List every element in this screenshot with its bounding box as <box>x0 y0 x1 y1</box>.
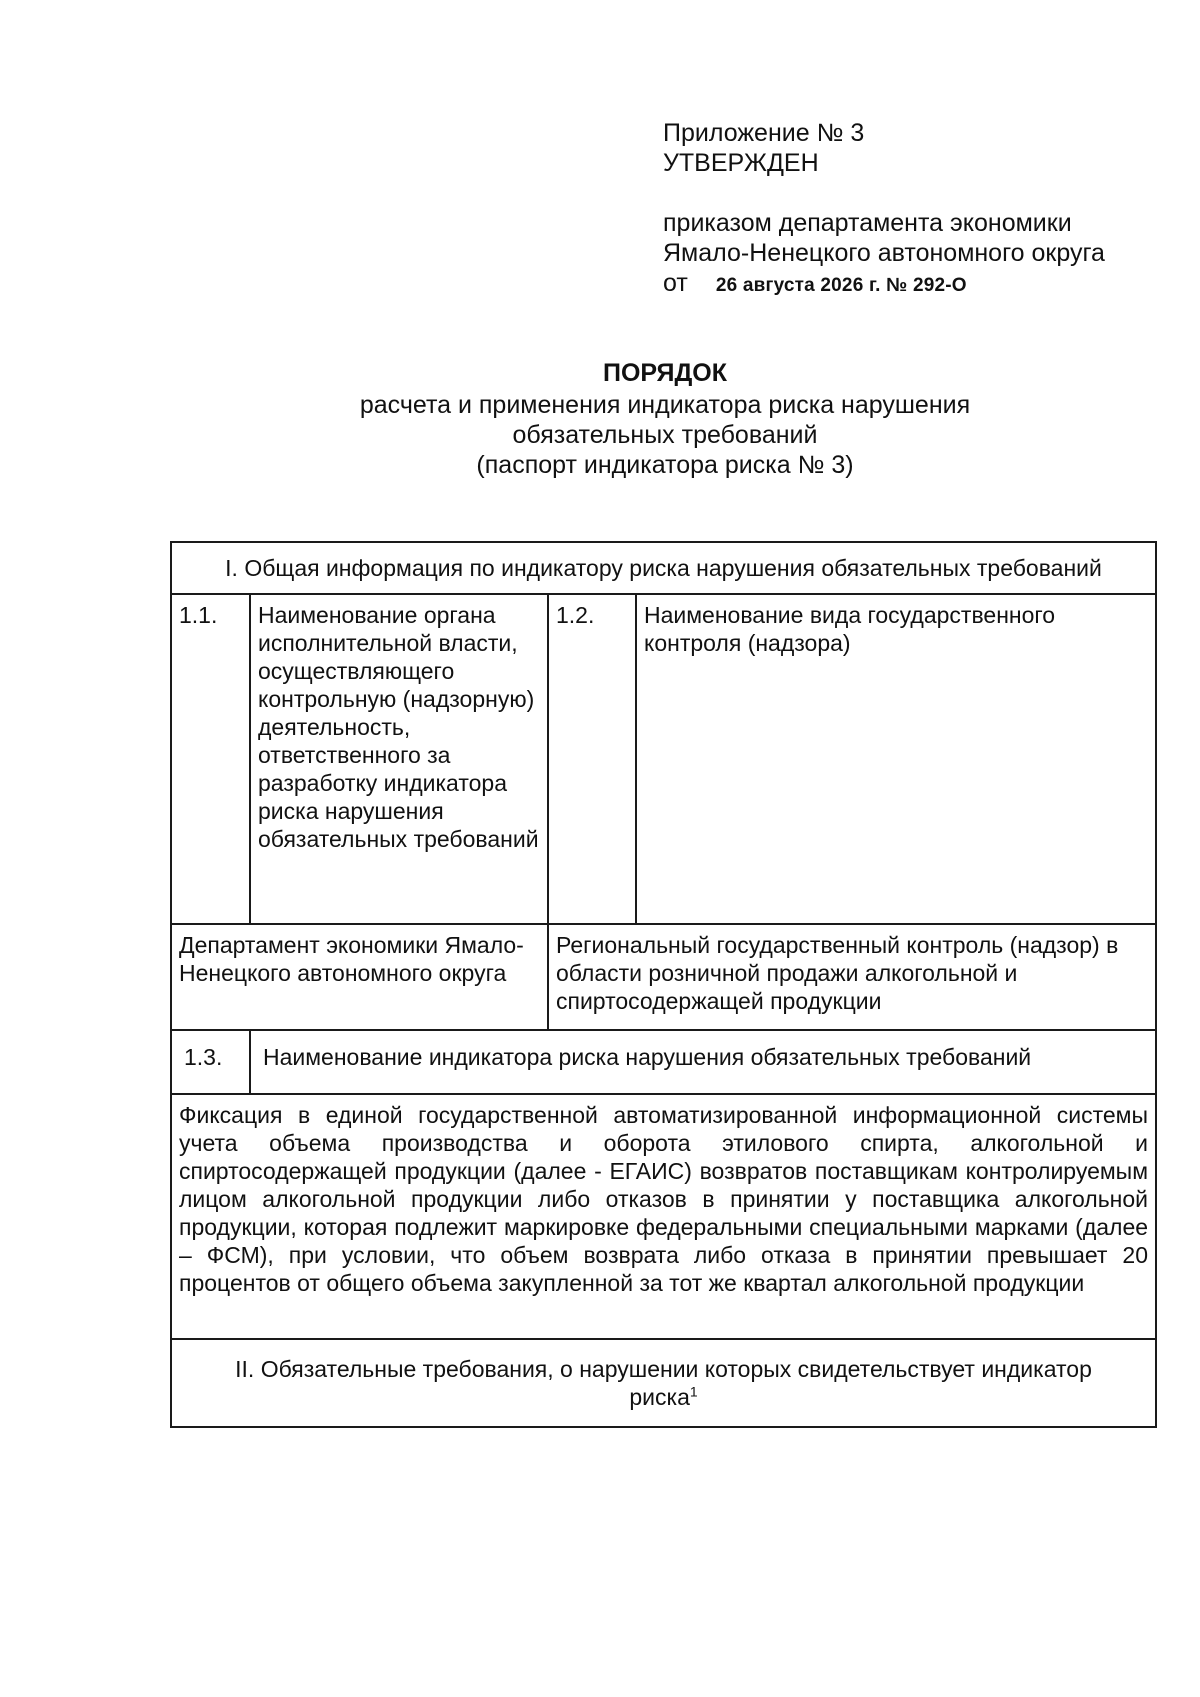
appendix-label: Приложение № 3 <box>663 119 865 147</box>
risk-indicator-passport-table <box>170 541 1157 1428</box>
section-2-title-cell <box>171 1339 1156 1427</box>
item-1-2-label: Наименование вида государственного контроля (надзора) <box>636 594 1156 924</box>
section-2-title: II. Обязательные требования, о нарушении которых свидетельствует индикатор риска <box>235 1356 1092 1410</box>
section-1-title: I. Общая информация по индикатору риска нарушения обязательных требований <box>171 542 1156 594</box>
order-line-1: приказом департамента экономики <box>663 209 1072 237</box>
order-line-2: Ямало-Ненецкого автономного округа <box>663 239 1105 267</box>
item-1-3-number: 1.3. <box>171 1030 250 1094</box>
approval-block <box>663 118 1163 301</box>
document-title: ПОРЯДОК <box>603 359 727 387</box>
item-1-1-value: Департамент экономики Ямало-Ненецкого автономного округа <box>171 924 548 1030</box>
from-label: от <box>663 269 688 297</box>
subtitle-line-2: обязательных требований <box>512 421 818 449</box>
item-1-2-value: Региональный государственный контроль (надзор) в области розничной продажи алкогольной и спиртосодержащей продукции <box>548 924 1156 1030</box>
footnote-marker: 1 <box>689 1383 698 1400</box>
document-heading <box>170 358 1160 480</box>
order-date-line <box>663 268 1163 301</box>
item-1-1-label: Наименование органа исполнительной власти, осуществляющего контрольную (надзорную) деятельность, ответственного за разработку индикатора риска нарушения обязательных требований <box>250 594 548 924</box>
order-date-number: 26 августа 2026 г. № 292-О <box>715 275 967 296</box>
item-1-1-number: 1.1. <box>171 594 250 924</box>
approved-label: УТВЕРЖДЕН <box>663 149 819 177</box>
subtitle-line-3: (паспорт индикатора риска № 3) <box>476 451 854 479</box>
item-1-2-number: 1.2. <box>548 594 636 924</box>
item-1-3-label: Наименование индикатора риска нарушения обязательных требований <box>250 1030 1156 1094</box>
subtitle-line-1: расчета и применения индикатора риска нарушения <box>359 391 971 419</box>
item-1-3-value: Фиксация в единой государственной автоматизированной информационной системы учета объема производства и оборота этилового спирта, алкогольной и спиртосодержащей продукции (далее - ЕГАИС) возвратов поставщикам контролируемым лицом алкогольной продукции либо отказов в принятии у поставщика алкогольной продукции, которая подлежит маркировке федеральными специальными марками (далее – ФСМ), при условии, что объем возврата либо отказа в принятии превышает 20 процентов от общего объема закупленной за тот же квартал алкогольной продукции <box>171 1094 1156 1339</box>
